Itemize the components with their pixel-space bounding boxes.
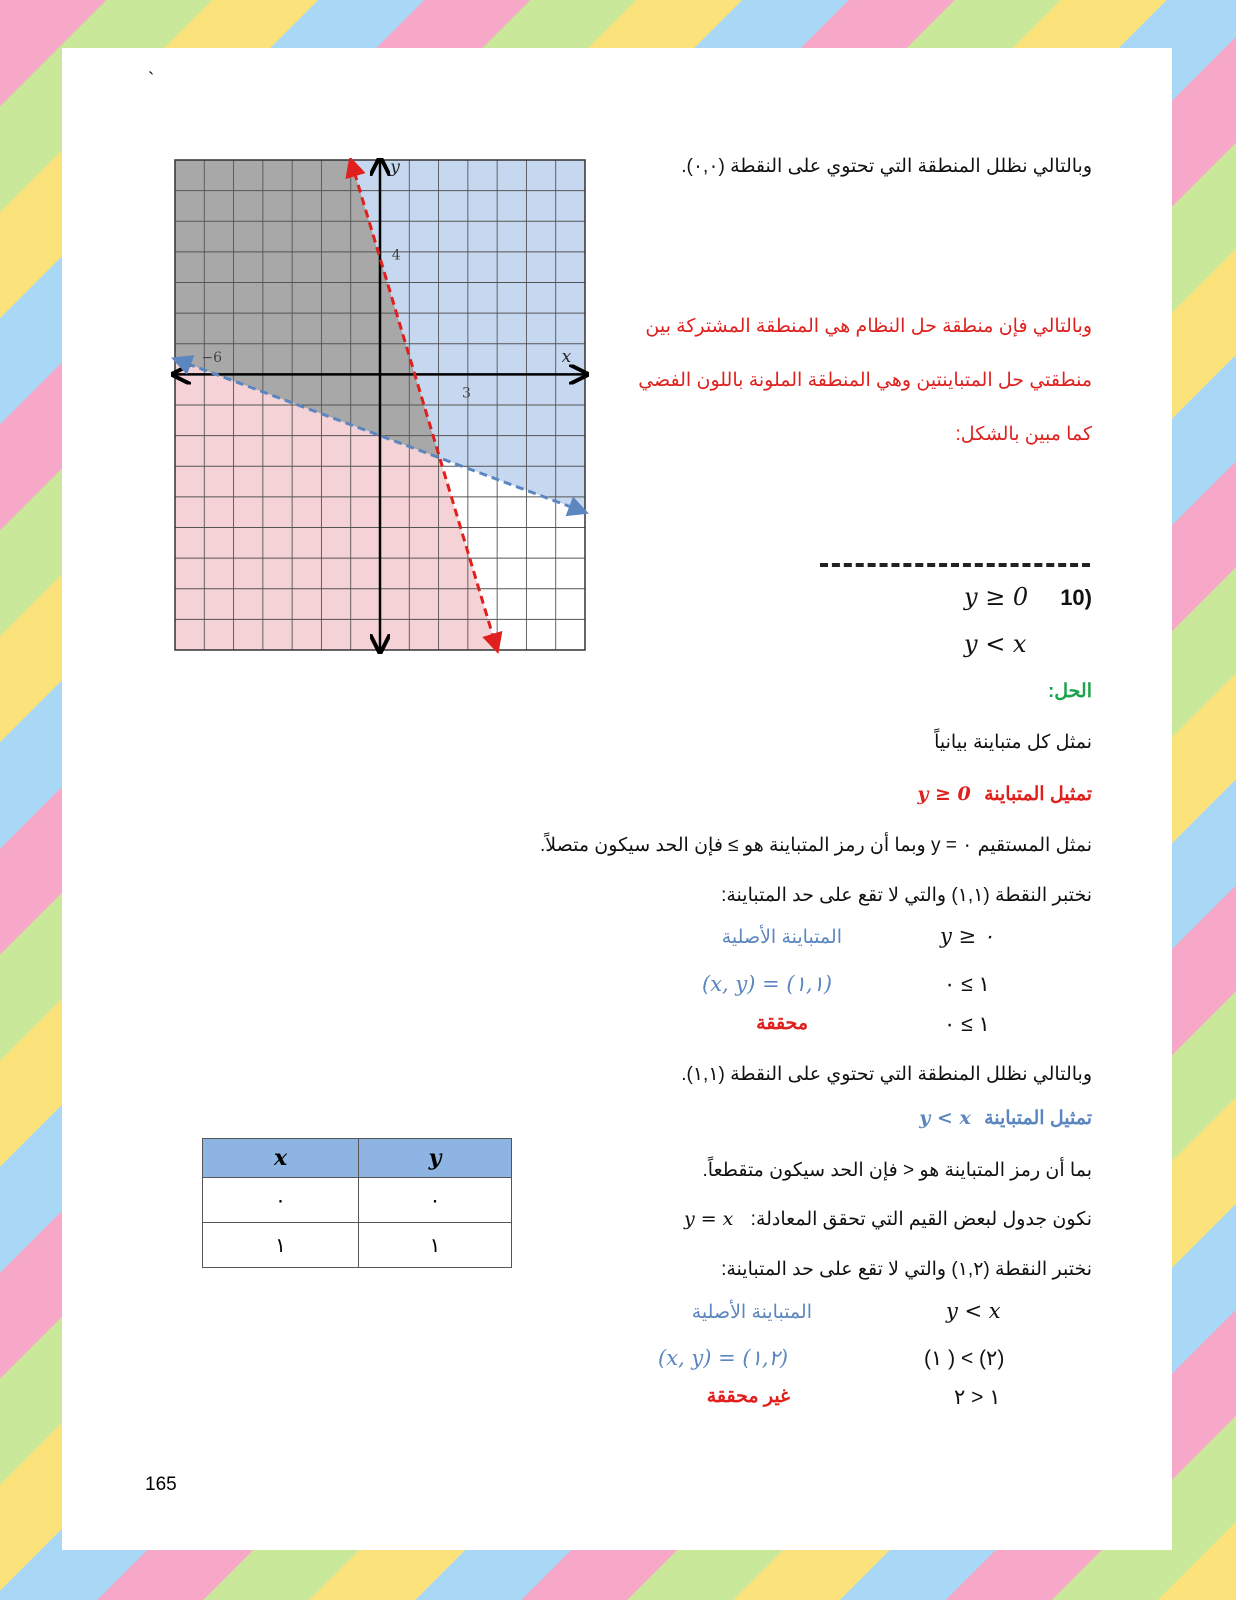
shade-point-11-text: وبالتالي نظلل المنطقة التي تحتوي على النقطة (١,١).	[681, 1064, 1092, 1085]
inequality-2: y < x	[964, 630, 1027, 658]
rep1-description: نمثل المستقيم ٠ = y وبما أن رمز المتباينة هو ≥ فإن الحد سيكون متصلاً.	[540, 835, 1092, 856]
table-cell: ١	[359, 1223, 512, 1268]
table-description	[684, 1208, 1092, 1231]
representation-1-label: تمثيل المتباينة	[984, 784, 1092, 805]
check2-row3: ١ < ٢	[954, 1386, 1001, 1409]
page-number: 165	[145, 1474, 177, 1495]
table-header-row	[203, 1139, 512, 1178]
solution-text-line1: وبالتالي فإن منطقة حل النظام هي المنطقة المشتركة بين	[645, 316, 1092, 337]
problem-number: (10	[1060, 585, 1092, 610]
representation-1-heading	[917, 783, 1092, 806]
test-point-2-text: نختبر النقطة (١,٢) والتي لا تقع على حد المتباينة:	[721, 1259, 1092, 1280]
test-point-1-text: نختبر النقطة (١,١) والتي لا تقع على حد المتباينة:	[721, 885, 1092, 906]
section-divider	[820, 563, 1090, 567]
test-point-2: (x, y) = (١,٢)	[658, 1346, 789, 1370]
check1-row2: ١ ≥ ٠	[944, 973, 990, 996]
tick-mark: `	[148, 70, 155, 91]
table-row	[203, 1223, 512, 1268]
table-header-x: x	[203, 1139, 359, 1178]
y-axis-label: y	[390, 158, 400, 178]
x-axis-label: x	[561, 347, 572, 368]
table-description-text: نكون جدول لبعض القيم التي تحقق المعادلة:	[750, 1209, 1092, 1230]
table-cell: ٠	[203, 1178, 359, 1223]
shade-origin-text: وبالتالي نظلل المنطقة التي تحتوي على النقطة (٠,٠).	[681, 156, 1092, 177]
satisfied-result: محققة	[756, 1013, 808, 1034]
tick-label-3: 3	[462, 385, 471, 402]
inequality-graph	[170, 158, 590, 656]
table-equation: y = x	[683, 1208, 734, 1230]
check2-row1: y < x	[946, 1299, 1001, 1323]
check1-row1: y ≥ ٠	[940, 924, 995, 948]
representation-2-heading	[919, 1107, 1092, 1130]
solution-text-line3: كما مبين بالشكل:	[955, 424, 1092, 445]
representation-2-expr: y < x	[919, 1107, 971, 1129]
table-cell: ٠	[359, 1178, 512, 1223]
graph-each-text: نمثل كل متباينة بيانياً	[934, 732, 1092, 753]
check1-row3: ١ ≥ ٠	[944, 1013, 990, 1036]
inequality-1: y ≥ 0	[964, 583, 1029, 611]
check2-row2: (١ ) < (٢)	[924, 1347, 1005, 1370]
table-cell: ١	[203, 1223, 359, 1268]
table-header-y: y	[359, 1139, 512, 1178]
solution-heading: الحل:	[1047, 681, 1092, 702]
representation-2-label: تمثيل المتباينة	[984, 1108, 1092, 1129]
original-inequality-label-1: المتباينة الأصلية	[721, 927, 842, 948]
tick-label-neg6: −6	[201, 350, 222, 367]
representation-1-expr: y ≥ 0	[917, 783, 971, 805]
tick-label-4: 4	[391, 247, 401, 264]
original-inequality-label-2: المتباينة الأصلية	[691, 1302, 812, 1323]
not-satisfied-result: غير محققة	[706, 1386, 790, 1407]
test-point-1: (x, y) = (١,١)	[702, 972, 833, 996]
xy-values-table	[202, 1138, 512, 1268]
table-row	[203, 1178, 512, 1223]
solution-text-line2: منطقتي حل المتباينتين وهي المنطقة الملونة باللون الفضي	[638, 370, 1092, 391]
dashed-boundary-text: بما أن رمز المتباينة هو < فإن الحد سيكون متقطعاً.	[702, 1160, 1092, 1181]
